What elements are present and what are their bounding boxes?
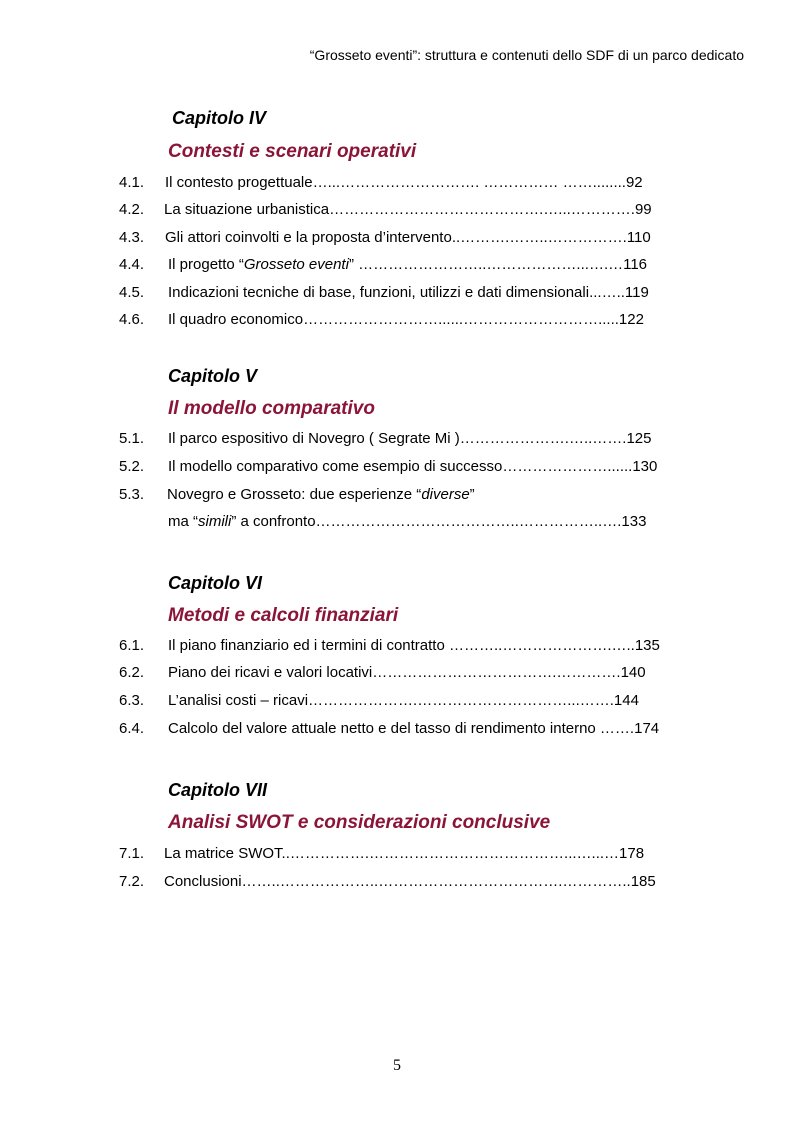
chapter-title: Capitolo IV xyxy=(172,108,266,128)
toc-entry xyxy=(0,311,794,335)
toc-entry-text xyxy=(168,513,646,530)
toc-entry-text xyxy=(168,256,647,273)
toc-entry xyxy=(0,256,794,280)
toc-entry-number: 4.1. xyxy=(119,174,145,191)
toc-entry-number: 6.4. xyxy=(119,720,145,737)
toc-entry-text xyxy=(167,486,475,503)
chapter-title: Capitolo VII xyxy=(168,780,267,800)
toc-entry-text-start: ma “ xyxy=(168,513,198,530)
toc-entry xyxy=(0,637,794,661)
toc-entry-text: Indicazioni tecniche di base, funzioni, utilizzi e dati dimensionali...…..119 xyxy=(168,284,649,301)
toc-entry-number: 7.2. xyxy=(119,873,145,890)
toc-entry-number: 4.6. xyxy=(119,311,145,328)
toc-entry-text: Il modello comparativo come esempio di successo…………………......130 xyxy=(168,458,658,475)
toc-entry-text: Il quadro economico………………………......……………………….....122 xyxy=(168,311,644,328)
toc-entry xyxy=(0,513,794,537)
toc-entry-italic-word: simili xyxy=(198,513,232,530)
toc-entry xyxy=(0,174,794,198)
toc-entry-text: Il contesto progettuale…...………………………. …………… ……........92 xyxy=(165,174,643,191)
toc-entry-number: 7.1. xyxy=(119,845,145,862)
toc-entry xyxy=(0,845,794,869)
toc-entry-number: 5.2. xyxy=(119,458,145,475)
toc-entry xyxy=(0,201,794,225)
chapter-title: Capitolo V xyxy=(168,366,257,386)
toc-entry-number: 6.1. xyxy=(119,637,145,654)
toc-entry-text: La matrice SWOT..…………….…………………………………...…...…178 xyxy=(164,845,645,862)
toc-entry-text: Calcolo del valore attuale netto e del tasso di rendimento interno …….174 xyxy=(168,720,660,737)
toc-entry-text: Gli attori coinvolti e la proposta d’intervento..……….……..…………….110 xyxy=(165,229,651,246)
toc-entry-text-end: ” xyxy=(469,486,475,503)
toc-entry-number: 4.2. xyxy=(119,201,145,218)
toc-entry xyxy=(0,229,794,253)
toc-entry xyxy=(0,692,794,716)
toc-entry-number: 4.4. xyxy=(119,256,145,273)
toc-entry xyxy=(0,720,794,744)
toc-entry-text-end: ” ……………………..………………...….…116 xyxy=(348,256,648,273)
toc-entry-number: 6.2. xyxy=(119,664,145,681)
toc-entry-text: La situazione urbanistica…………………………………….…...………….99 xyxy=(164,201,652,218)
toc-entry-text-start: Novegro e Grosseto: due esperienze “ xyxy=(167,486,422,503)
toc-entry-italic-word: diverse xyxy=(421,486,470,503)
page-number: 5 xyxy=(393,1057,401,1074)
toc-entry xyxy=(0,873,794,897)
toc-entry-number: 4.5. xyxy=(119,284,145,301)
toc-entry-italic-title: Grosseto eventi xyxy=(243,256,349,273)
toc-entry xyxy=(0,486,794,510)
chapter-subtitle: Metodi e calcoli finanziari xyxy=(168,605,399,626)
chapter-subtitle: Analisi SWOT e considerazioni conclusive xyxy=(168,812,551,833)
toc-entry-text: Il parco espositivo di Novegro ( Segrate Mi )………………….…..…….125 xyxy=(168,430,652,447)
toc-entry xyxy=(0,284,794,308)
toc-entry-text: Conclusioni……..………………..……………………………….…………..185 xyxy=(164,873,656,890)
toc-entry-text-end: ” a confronto…………………………………..……………..….133 xyxy=(231,513,647,530)
toc-entry-text: Il piano finanziario ed i termini di contratto ………..………………….…..135 xyxy=(168,637,660,654)
chapter-subtitle: Il modello comparativo xyxy=(168,398,375,419)
chapter-subtitle: Contesti e scenari operativi xyxy=(168,141,417,162)
toc-entry-number: 4.3. xyxy=(119,229,145,246)
toc-entry xyxy=(0,458,794,482)
toc-entry xyxy=(0,664,794,688)
toc-entry-text: Piano dei ricavi e valori locativi……………………………….………….140 xyxy=(168,664,646,681)
toc-entry-text: L’analisi costi – ricavi………………….…………………………...…….144 xyxy=(168,692,639,709)
toc-entry xyxy=(0,430,794,454)
toc-entry-number: 5.3. xyxy=(119,486,145,503)
toc-entry-number: 6.3. xyxy=(119,692,145,709)
toc-entry-number: 5.1. xyxy=(119,430,145,447)
running-header: “Grosseto eventi”: struttura e contenuti dello SDF di un parco dedicato xyxy=(309,47,744,63)
chapter-title: Capitolo VI xyxy=(168,573,262,593)
toc-entry-text-start: Il progetto “ xyxy=(168,256,244,273)
